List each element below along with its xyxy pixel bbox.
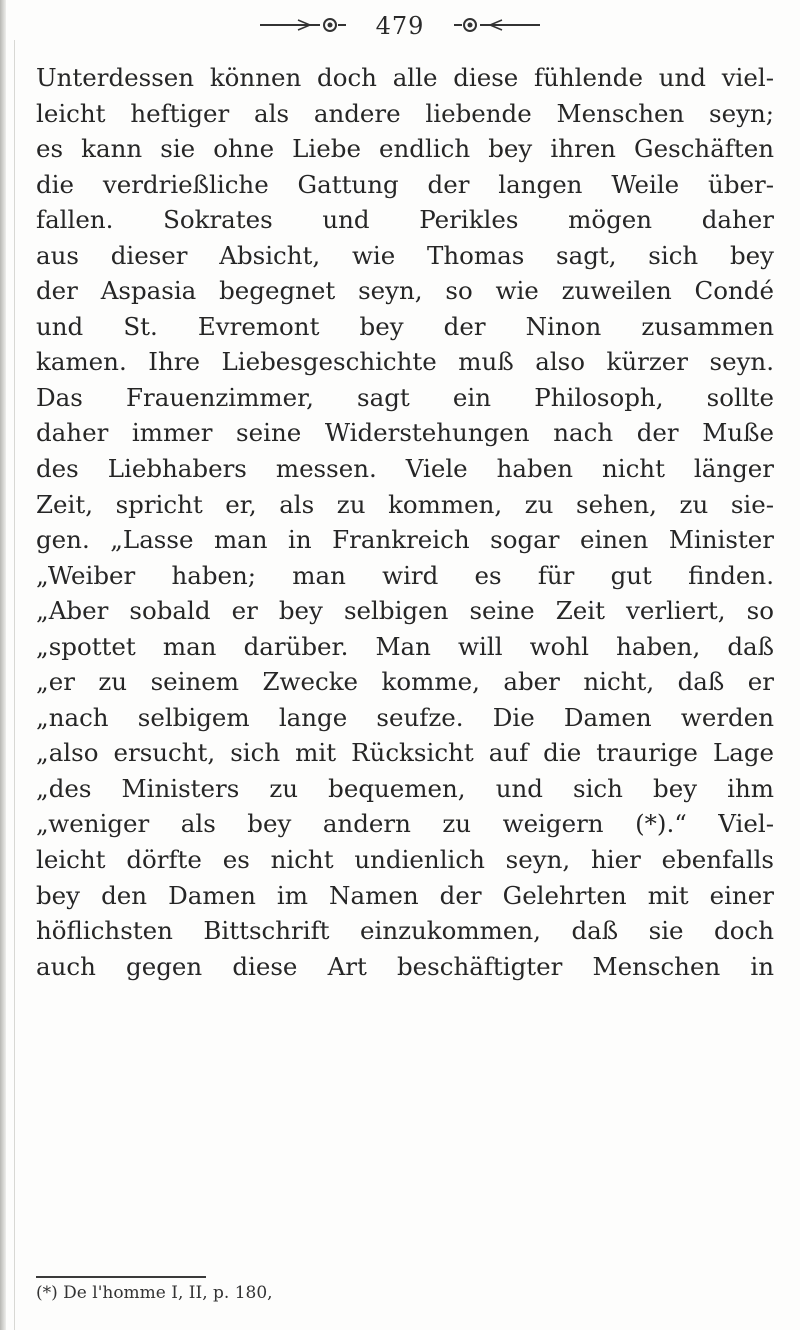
text-line: die verdrießliche Gattung der langen Weile über- [36, 169, 774, 199]
footnote: (*) De l'homme I, II, p. 180, [36, 1283, 273, 1303]
text-line: leicht heftiger als andere liebende Menschen seyn; [36, 98, 774, 128]
text-line: höflichsten Bittschrift einzukommen, daß sie doch [36, 916, 774, 946]
text-line: Unterdessen können doch alle diese fühlende und viel- [36, 63, 774, 92]
footnote-divider [36, 1276, 206, 1278]
text-line: auch gegen diese Art beschäftigter Menschen in [36, 951, 774, 981]
text-line: des Liebhabers messen. Viele haben nicht länger [36, 454, 774, 484]
text-line: kamen. Ihre Liebesgeschichte muß also kürzer seyn. [36, 347, 774, 377]
text-line: „des Ministers zu bequemen, und sich bey ihm [36, 773, 774, 803]
text-line: es kann sie ohne Liebe endlich bey ihren Geschäften [36, 134, 774, 164]
text-line: „weniger als bey andern zu weigern (*).“ Viel- [36, 809, 774, 839]
text-line: bey den Damen im Namen der Gelehrten mit einer [36, 880, 774, 910]
text-line: Zeit, spricht er, als zu kommen, zu sehen, zu sie- [36, 489, 774, 519]
text-line: der Aspasia begegnet seyn, so wie zuweilen Condé [36, 276, 774, 306]
text-line: leicht dörfte es nicht undienlich seyn, hier ebenfalls [36, 845, 774, 875]
page-margin-line [14, 40, 15, 1330]
text-line: „spottet man darüber. Man will wohl haben, daß [36, 631, 774, 661]
text-line: „Weiber haben; man wird es für gut finden. [36, 560, 774, 590]
right-ornament-icon [452, 18, 542, 32]
text-line: „Aber sobald er bey selbigen seine Zeit verliert, so [36, 596, 774, 626]
text-line: „also ersucht, sich mit Rücksicht auf die traurige Lage [36, 738, 774, 768]
text-line: fallen. Sokrates und Perikles mögen daher [36, 205, 774, 235]
page-header [0, 10, 800, 40]
text-line: Das Frauenzimmer, sagt ein Philosoph, sollte [36, 382, 774, 412]
text-line: „er zu seinem Zwecke komme, aber nicht, daß er [36, 667, 774, 697]
text-line: „nach selbigem lange seufze. Die Damen werden [36, 702, 774, 732]
text-line: und St. Evremont bey der Ninon zusammen [36, 311, 774, 341]
page-number: 479 [375, 12, 425, 40]
page-binding-shadow [0, 0, 6, 1330]
text-line: gen. „Lasse man in Frankreich sogar einen Minister [36, 525, 774, 555]
left-ornament-icon [258, 18, 348, 32]
text-line: aus dieser Absicht, wie Thomas sagt, sich bey [36, 240, 774, 270]
text-line: daher immer seine Widerstehungen nach der Muße [36, 418, 774, 448]
body-text [36, 60, 774, 984]
